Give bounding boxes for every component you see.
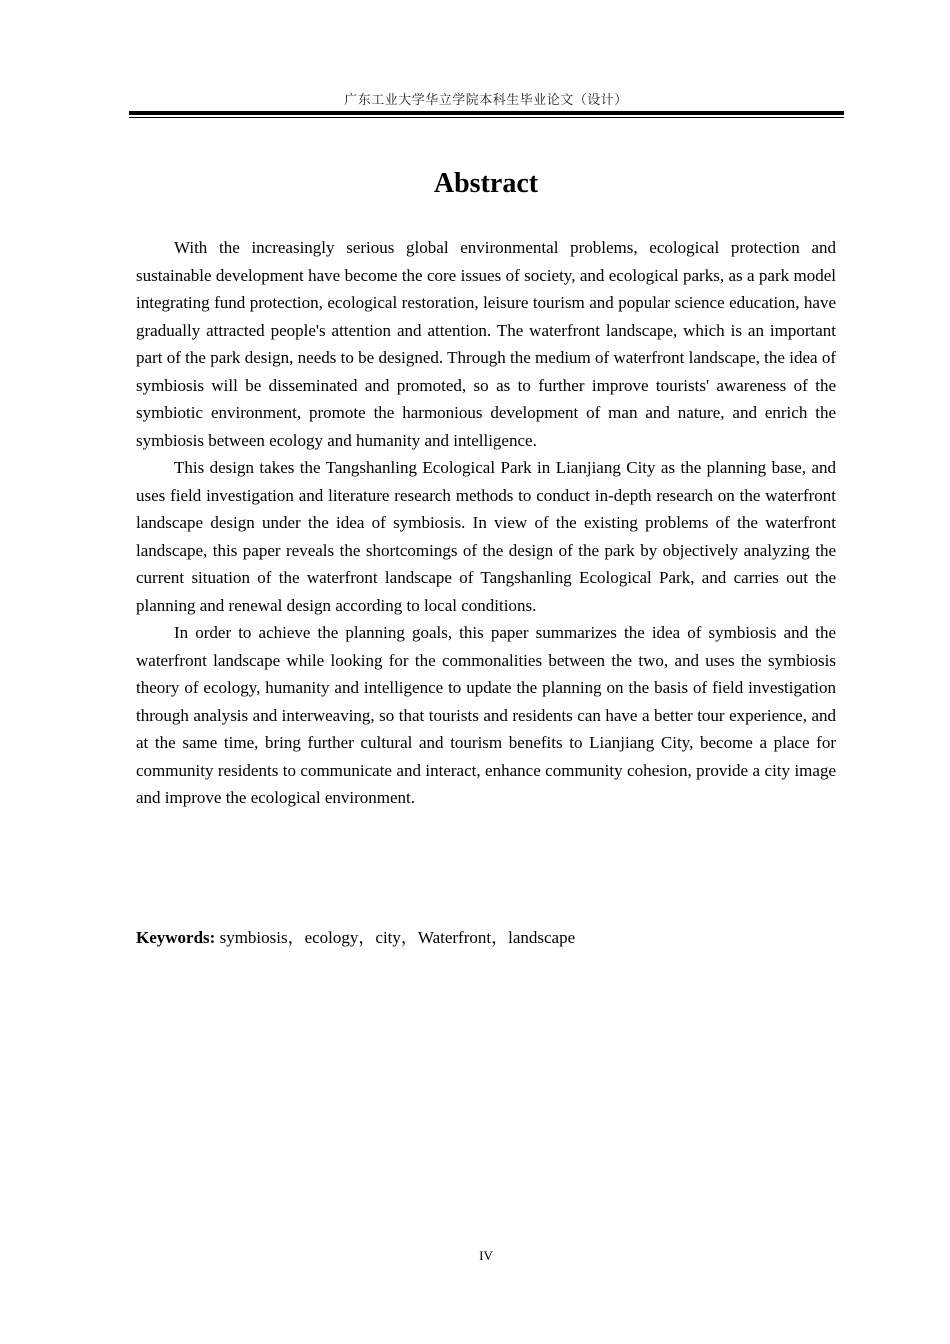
abstract-paragraph-2: This design takes the Tangshanling Ecological Park in Lianjiang City as the planning base, and uses field investigation and literature research methods to conduct in-depth research on the waterfront landscape design under the idea of symbiosis. In view of the existing problems of the waterfront landscape, this paper reveals the shortcomings of the design of the park by objectively analyzing the current situation of the waterfront landscape of Tangshanling Ecological Park, and carries out the planning and renewal design according to local conditions. bbox=[136, 458, 836, 615]
header-rule-thin bbox=[129, 117, 844, 118]
abstract-paragraph-1: With the increasingly serious global environmental problems, ecological protection and sustainable development have become the core issues of society, and ecological parks, as a park model integrating fund protection, ecological restoration, leisure tourism and popular science education, have gradually attracted people's attention and attention. The waterfront landscape, which is an important part of the park design, needs to be designed. Through the medium of waterfront landscape, the idea of symbiosis will be disseminated and promoted, so as to further improve tourists' awareness of the symbiotic environment, promote the harmonious development of man and nature, and enrich the symbiosis between ecology and humanity and intelligence. bbox=[136, 238, 836, 450]
header-rule-thick bbox=[129, 111, 844, 115]
page-number: IV bbox=[479, 1248, 493, 1263]
keywords-list: symbiosis，ecology，city，Waterfront，landscape bbox=[219, 928, 576, 947]
abstract-title: Abstract bbox=[433, 168, 539, 199]
keywords-label: Keywords: bbox=[136, 928, 216, 947]
abstract-paragraph-3: In order to achieve the planning goals, this paper summarizes the idea of symbiosis and the waterfront landscape while looking for the commonalities between the two, and uses the symbiosis theory of ecology, humanity and intelligence to update the planning on the basis of field investigation through analysis and interweaving, so that tourists and residents can have a better tour experience, and at the same time, bring further cultural and tourism benefits to Lianjiang City, become a place for community residents to communicate and interact, enhance community cohesion, provide a city image and improve the ecological environment. bbox=[136, 623, 836, 807]
keywords-line bbox=[136, 924, 836, 952]
running-header: 广东工业大学华立学院本科生毕业论文（设计） bbox=[344, 93, 628, 108]
abstract-body bbox=[136, 234, 836, 812]
